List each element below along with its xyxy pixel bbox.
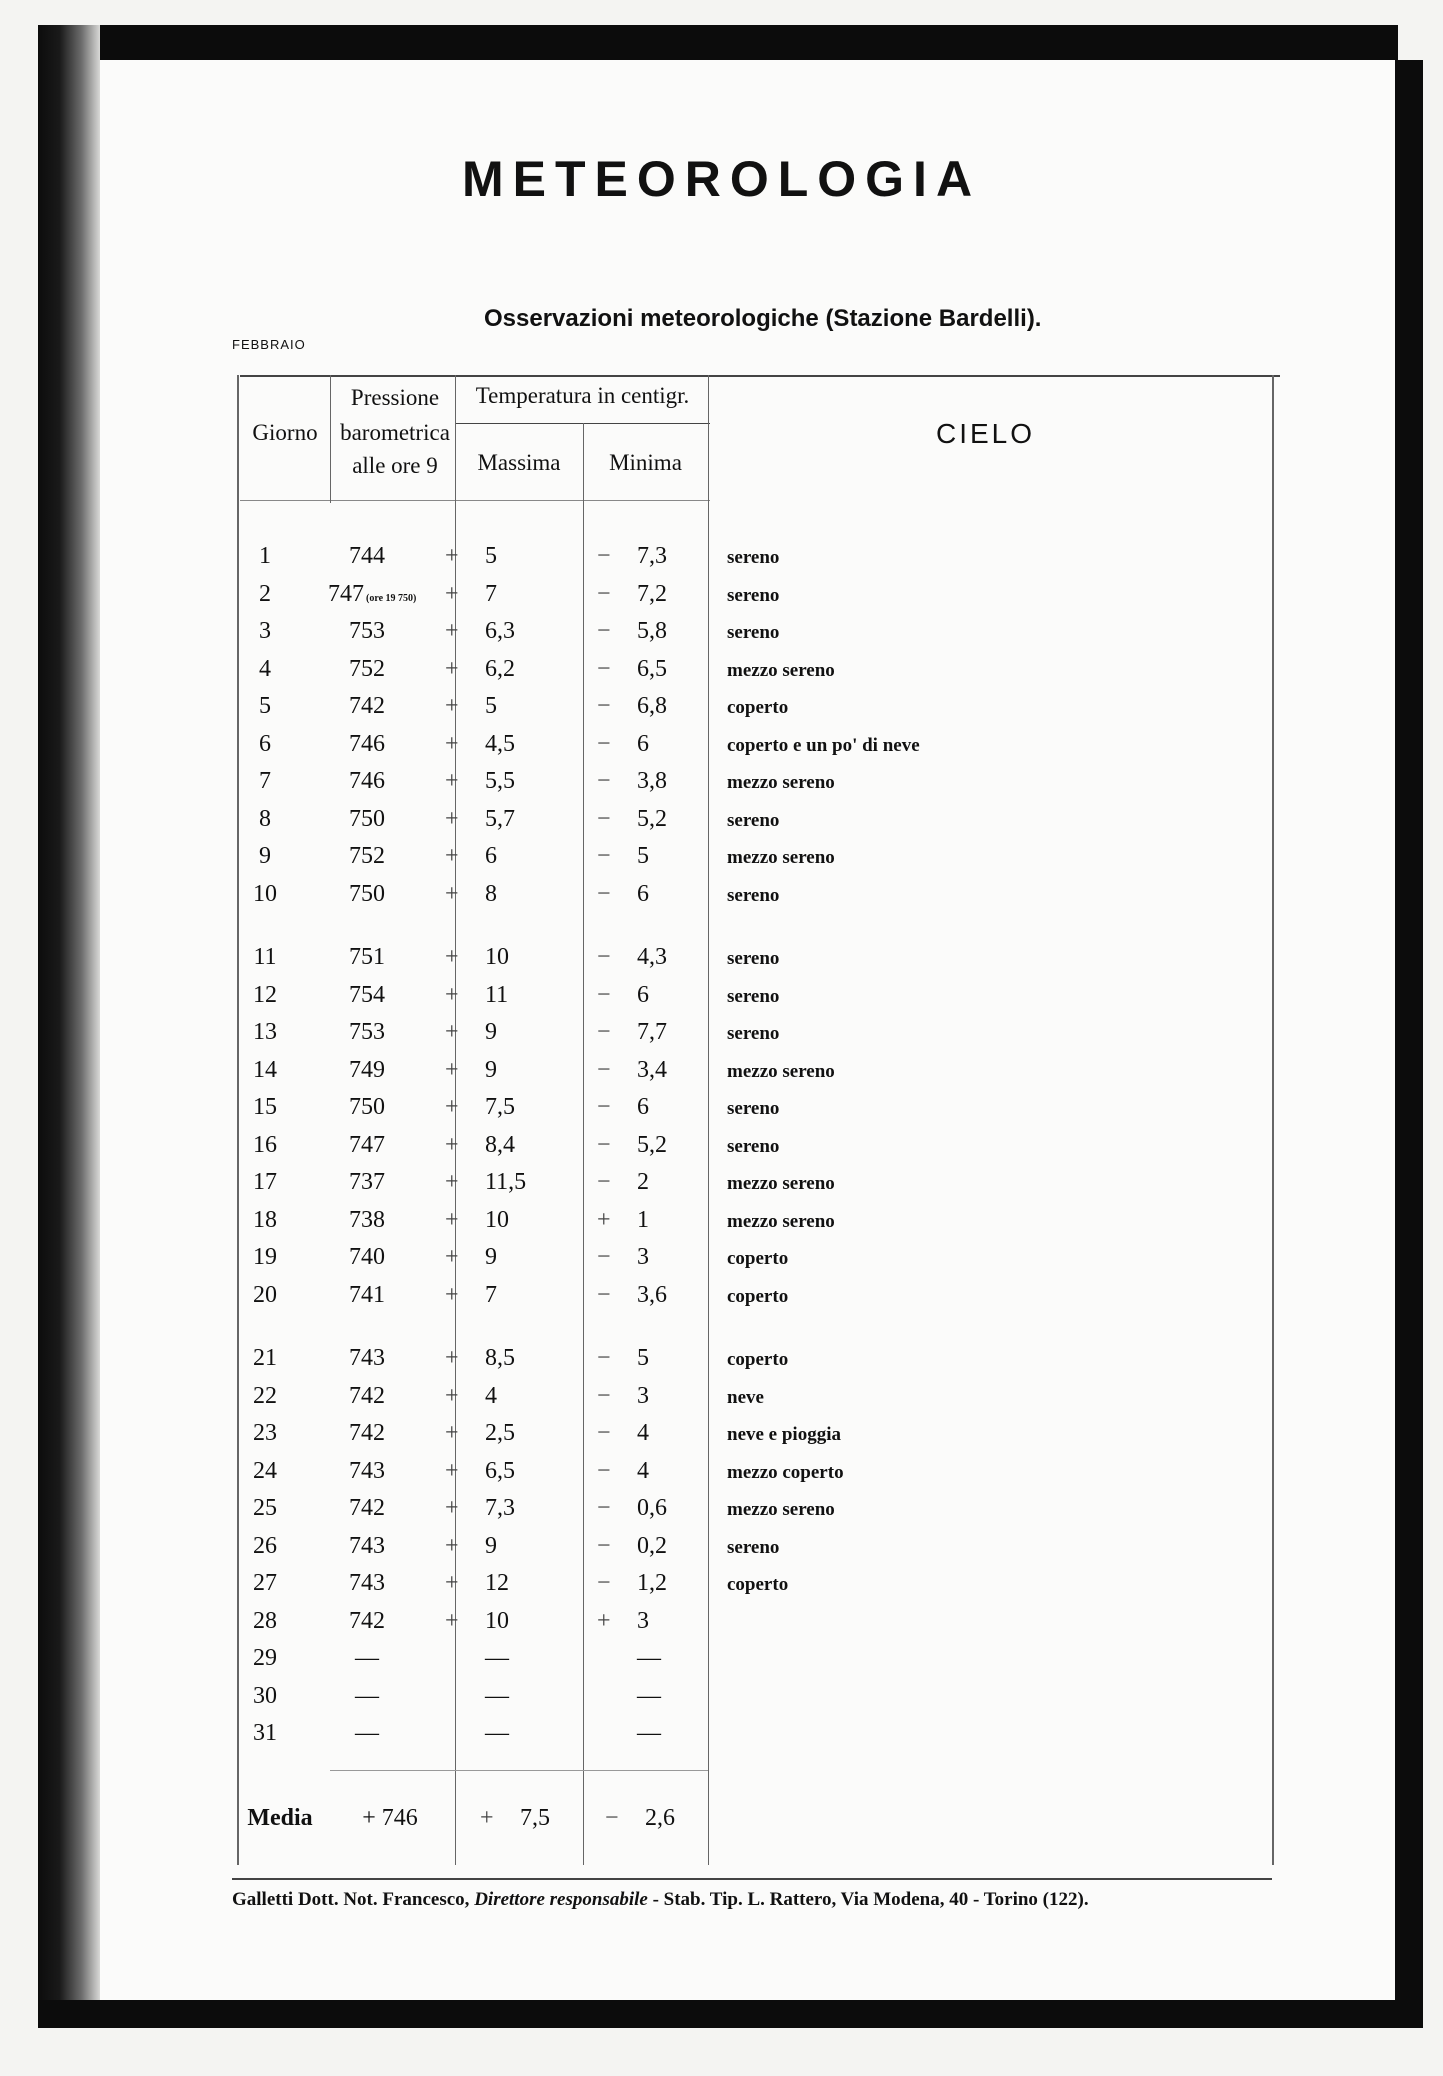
- sky-cell: sereno: [727, 1135, 780, 1157]
- min-sign: −: [597, 1169, 611, 1195]
- pressure-cell: 747 (ore 19 750): [328, 580, 417, 607]
- min-cell: —: [637, 1682, 661, 1709]
- table-row: [240, 731, 1040, 768]
- sky-cell: coperto e un po' di neve: [727, 734, 920, 756]
- table-row: [240, 1608, 1040, 1645]
- max-cell: + 5,7: [445, 805, 515, 832]
- table-row: [240, 1207, 1040, 1244]
- min-cell: − 7,2: [597, 580, 667, 607]
- table-row: [240, 768, 1040, 805]
- pressure-cell: 750: [349, 1094, 385, 1120]
- page-title: METEOROLOGIA: [461, 151, 982, 207]
- sky-cell: mezzo sereno: [727, 772, 835, 793]
- min-sign: −: [597, 655, 611, 682]
- day-cell: 15: [253, 1094, 277, 1120]
- max-sign: +: [445, 1457, 459, 1484]
- table-row: [240, 1458, 1040, 1495]
- pressure-cell: 738: [349, 1206, 385, 1233]
- sky-cell: sereno: [727, 1023, 780, 1044]
- day-cell: 30: [253, 1682, 277, 1709]
- pressure-cell: 754: [349, 981, 385, 1008]
- table-row: [240, 1132, 1040, 1169]
- header-temperature: Temperatura in centigr.: [475, 383, 690, 408]
- table-row: [240, 656, 1040, 693]
- header-sky: CIELO: [936, 418, 1036, 449]
- day-cell: 13: [253, 1019, 277, 1045]
- min-sign: +: [597, 1607, 611, 1634]
- min-sign: −: [597, 1131, 611, 1158]
- max-cell: + 5,5: [445, 768, 515, 794]
- day-col-rule: [330, 375, 331, 503]
- min-sign: −: [597, 843, 611, 869]
- min-sign: −: [597, 1382, 611, 1409]
- sky-cell: sereno: [727, 985, 780, 1007]
- max-sign: +: [445, 543, 459, 569]
- scan-border-right: [1395, 60, 1423, 2025]
- min-cell: + 1: [597, 1206, 649, 1233]
- max-sign: +: [445, 730, 459, 757]
- max-sign: +: [445, 1094, 459, 1120]
- day-cell: 19: [253, 1244, 277, 1270]
- min-cell: − 6,5: [597, 655, 667, 682]
- min-sign: −: [597, 1457, 611, 1484]
- min-sign: −: [597, 730, 611, 757]
- max-sign: +: [445, 1019, 459, 1045]
- max-sign: +: [445, 1420, 459, 1446]
- pressure-cell: 737: [349, 1169, 385, 1195]
- day-cell: 11: [253, 944, 277, 970]
- table-right-rule: [1272, 375, 1274, 1865]
- max-sign: +: [445, 618, 459, 644]
- min-cell: − 6,8: [597, 693, 667, 719]
- sky-cell: mezzo sereno: [727, 659, 835, 681]
- sky-cell: coperto: [727, 1248, 789, 1269]
- pressure-cell: —: [355, 1645, 379, 1671]
- min-cell: − 4,3: [597, 944, 667, 970]
- sky-cell: sereno: [727, 809, 780, 831]
- min-cell: − 0,2: [597, 1532, 667, 1559]
- pressure-cell: —: [355, 1720, 379, 1746]
- min-cell: —: [637, 1720, 661, 1746]
- max-sign: +: [445, 1382, 459, 1409]
- max-cell: —: [485, 1720, 509, 1746]
- table-row: [240, 1094, 1040, 1131]
- min-cell: − 6: [597, 880, 649, 907]
- table-row: [240, 881, 1040, 918]
- max-cell: + 2,5: [445, 1420, 515, 1446]
- day-cell: 25: [253, 1495, 277, 1521]
- day-cell: 9: [259, 843, 271, 869]
- max-cell: + 5: [445, 543, 497, 569]
- footer-editor: Galletti Dott. Not. Francesco,: [232, 1889, 470, 1910]
- max-cell: + 10: [445, 1206, 509, 1233]
- max-cell: + 10: [445, 944, 509, 970]
- max-cell: + 4,5: [445, 730, 515, 757]
- pressure-cell: 742: [349, 1382, 385, 1409]
- min-sign: −: [597, 1056, 611, 1083]
- min-cell: —: [637, 1645, 661, 1671]
- day-cell: 4: [259, 655, 271, 682]
- day-cell: 14: [253, 1056, 277, 1083]
- day-cell: 29: [253, 1645, 277, 1671]
- table-row: [240, 1645, 1040, 1682]
- sky-cell: mezzo sereno: [727, 1210, 835, 1232]
- min-sign: −: [597, 1244, 611, 1270]
- max-sign: +: [445, 1570, 459, 1596]
- min-sign: −: [597, 768, 611, 794]
- max-cell: + 6,3: [445, 618, 515, 644]
- pressure-cell: 753: [349, 618, 385, 644]
- media-rule: [330, 1770, 708, 1771]
- pressure-cell: 751: [349, 944, 385, 970]
- min-cell: − 5: [597, 843, 649, 869]
- day-cell: 28: [253, 1607, 277, 1634]
- pressure-cell: 746: [349, 768, 385, 794]
- pressure-cell: 750: [349, 805, 385, 832]
- sky-cell: coperto: [727, 1574, 789, 1595]
- pressure-cell: 749: [349, 1056, 385, 1083]
- max-sign: +: [445, 1532, 459, 1559]
- min-sign: −: [597, 543, 611, 569]
- max-sign: +: [445, 1495, 459, 1521]
- max-sign: +: [445, 693, 459, 719]
- pressure-cell: 742: [349, 1420, 385, 1446]
- max-sign: +: [445, 1345, 459, 1371]
- header-pressure-3: alle ore 9: [352, 453, 438, 478]
- min-cell: − 4: [597, 1457, 649, 1484]
- table-left-rule: [237, 375, 239, 1865]
- pressure-cell: 740: [349, 1244, 385, 1270]
- min-cell: − 3,6: [597, 1281, 667, 1308]
- pressure-cell: 752: [349, 843, 385, 869]
- pressure-cell: 741: [349, 1281, 385, 1308]
- table-row: [240, 1495, 1040, 1532]
- sky-cell: coperto: [727, 1285, 789, 1307]
- day-cell: 5: [259, 693, 271, 719]
- min-sign: −: [597, 1532, 611, 1559]
- pressure-cell: —: [355, 1682, 379, 1709]
- max-cell: + 6: [445, 843, 497, 869]
- max-cell: + 4: [445, 1382, 497, 1409]
- sky-cell: mezzo coperto: [727, 1461, 844, 1483]
- max-cell: + 5: [445, 693, 497, 719]
- day-cell: 17: [253, 1169, 277, 1195]
- min-cell: − 5: [597, 1345, 649, 1371]
- media-min-sign: −: [605, 1805, 619, 1831]
- scan-border-bottom: [38, 2000, 1423, 2028]
- max-cell: + 9: [445, 1244, 497, 1270]
- max-sign: +: [445, 768, 459, 794]
- day-cell: 2: [259, 580, 271, 607]
- sky-cell: mezzo sereno: [727, 1173, 835, 1194]
- sky-cell: sereno: [727, 948, 780, 969]
- day-cell: 12: [253, 981, 277, 1008]
- sky-cell: coperto: [727, 697, 789, 718]
- min-sign: −: [597, 1345, 611, 1371]
- table-row: [240, 1720, 1040, 1757]
- max-cell: + 11,5: [445, 1169, 527, 1195]
- max-sign: +: [445, 1281, 459, 1308]
- max-cell: + 8,5: [445, 1345, 515, 1371]
- max-sign: +: [445, 1056, 459, 1083]
- footer-rule: [232, 1878, 1272, 1880]
- media-max-sign: +: [480, 1805, 494, 1831]
- table-row: [240, 1057, 1040, 1094]
- day-cell: 7: [259, 768, 271, 794]
- min-sign: −: [597, 1019, 611, 1045]
- header-pressure-2: barometrica: [340, 420, 450, 445]
- day-cell: 3: [259, 618, 271, 644]
- min-sign: −: [597, 805, 611, 832]
- max-cell: + 6,2: [445, 655, 515, 682]
- max-sign: +: [445, 1131, 459, 1158]
- max-sign: +: [445, 805, 459, 832]
- max-sign: +: [445, 880, 459, 907]
- table-row: [240, 581, 1040, 618]
- min-cell: − 6: [597, 1094, 649, 1120]
- min-cell: − 7,3: [597, 543, 667, 569]
- max-cell: —: [485, 1682, 509, 1709]
- day-cell: 1: [259, 543, 271, 569]
- max-sign: +: [445, 1607, 459, 1634]
- table-row: [240, 1570, 1040, 1607]
- footer-printer: - Stab. Tip. L. Rattero, Via Modena, 40 - Torino (122).: [652, 1889, 1089, 1910]
- sky-cell: sereno: [727, 1098, 780, 1119]
- min-cell: − 1,2: [597, 1570, 667, 1596]
- min-cell: − 3,4: [597, 1056, 667, 1083]
- media-row: [240, 1805, 1040, 1842]
- max-sign: +: [445, 1206, 459, 1233]
- max-cell: + 9: [445, 1056, 497, 1083]
- pressure-cell: 746: [349, 730, 385, 757]
- table-row: [240, 1533, 1040, 1570]
- pressure-cell: 747: [349, 1131, 385, 1158]
- day-cell: 10: [253, 880, 277, 907]
- table-row: [240, 543, 1040, 580]
- day-cell: 16: [253, 1131, 277, 1158]
- min-cell: − 3,8: [597, 768, 667, 794]
- max-cell: + 8,4: [445, 1131, 515, 1158]
- table-row: [240, 843, 1040, 880]
- media-max: 7,5: [520, 1805, 550, 1831]
- header-pressure-1: Pressione: [350, 385, 440, 410]
- footer-credits: [232, 1889, 1089, 1911]
- min-cell: − 6: [597, 730, 649, 757]
- table-row: [240, 618, 1040, 655]
- day-cell: 6: [259, 730, 271, 757]
- day-cell: 8: [259, 805, 271, 832]
- min-sign: +: [597, 1206, 611, 1233]
- max-cell: —: [485, 1645, 509, 1671]
- min-sign: −: [597, 693, 611, 719]
- sky-cell: mezzo sereno: [727, 1499, 835, 1520]
- pressure-cell: 743: [349, 1532, 385, 1559]
- table-row: [240, 1169, 1040, 1206]
- footer-role: Direttore responsabile: [474, 1889, 648, 1910]
- min-cell: − 4: [597, 1420, 649, 1446]
- min-cell: − 0,6: [597, 1495, 667, 1521]
- min-sign: −: [597, 1094, 611, 1120]
- min-sign: −: [597, 1570, 611, 1596]
- pressure-cell: 743: [349, 1570, 385, 1596]
- min-cell: − 3: [597, 1382, 649, 1409]
- table-row: [240, 1383, 1040, 1420]
- media-pressure: + 746: [362, 1805, 418, 1831]
- table-row: [240, 1282, 1040, 1319]
- min-sign: −: [597, 1495, 611, 1521]
- max-cell: + 7,5: [445, 1094, 515, 1120]
- max-cell: + 9: [445, 1532, 497, 1559]
- max-cell: + 8: [445, 880, 497, 907]
- pressure-cell: 743: [349, 1457, 385, 1484]
- header-bottom-rule: [240, 500, 710, 501]
- min-cell: − 7,7: [597, 1019, 667, 1045]
- table-row: [240, 806, 1040, 843]
- media-min: 2,6: [645, 1805, 675, 1831]
- table-row: [240, 1683, 1040, 1720]
- table-top-rule: [240, 375, 1280, 377]
- min-sign: −: [597, 618, 611, 644]
- pressure-cell: 753: [349, 1019, 385, 1045]
- sky-cell: sereno: [727, 1536, 780, 1558]
- sky-cell: mezzo sereno: [727, 847, 835, 868]
- pressure-cell: 742: [349, 693, 385, 719]
- sky-cell: sereno: [727, 547, 780, 568]
- sky-cell: mezzo sereno: [727, 1060, 835, 1082]
- max-cell: + 12: [445, 1570, 509, 1596]
- table-row: [240, 693, 1040, 730]
- min-sign: −: [597, 880, 611, 907]
- day-cell: 21: [253, 1345, 277, 1371]
- day-cell: 26: [253, 1532, 277, 1559]
- pressure-cell: 742: [349, 1495, 385, 1521]
- min-sign: −: [597, 944, 611, 970]
- day-cell: 31: [253, 1720, 277, 1746]
- header-max: Massima: [477, 450, 561, 475]
- header-min: Minima: [609, 450, 682, 475]
- min-cell: − 5,2: [597, 1131, 667, 1158]
- table-row: [240, 1345, 1040, 1382]
- max-cell: + 6,5: [445, 1457, 515, 1484]
- table-row: [240, 1244, 1040, 1281]
- max-sign: +: [445, 580, 459, 607]
- max-cell: + 7: [445, 1281, 497, 1308]
- sky-cell: sereno: [727, 584, 780, 606]
- min-cell: − 5,8: [597, 618, 667, 644]
- header-day: Giorno: [252, 420, 318, 445]
- max-sign: +: [445, 655, 459, 682]
- pressure-cell: 744: [349, 543, 385, 569]
- table-row: [240, 1019, 1040, 1056]
- table-row: [240, 982, 1040, 1019]
- min-cell: + 3: [597, 1607, 649, 1634]
- max-cell: + 10: [445, 1607, 509, 1634]
- max-sign: +: [445, 944, 459, 970]
- max-cell: + 11: [445, 981, 509, 1008]
- max-sign: +: [445, 1169, 459, 1195]
- sky-cell: neve: [727, 1386, 764, 1408]
- min-cell: − 2: [597, 1169, 649, 1195]
- min-cell: − 5,2: [597, 805, 667, 832]
- scan-border-left: [38, 25, 100, 2025]
- page-subtitle: Osservazioni meteorologiche (Stazione Bardelli).: [484, 305, 1042, 332]
- pressure-cell: 742: [349, 1607, 385, 1634]
- pressure-cell: 752: [349, 655, 385, 682]
- day-cell: 23: [253, 1420, 277, 1446]
- min-sign: −: [597, 981, 611, 1008]
- month-label: FEBBRAIO: [232, 337, 306, 352]
- max-sign: +: [445, 981, 459, 1008]
- scan-border-top: [38, 25, 1398, 61]
- sky-cell: neve e pioggia: [727, 1424, 841, 1445]
- table-row: [240, 944, 1040, 981]
- min-sign: −: [597, 1420, 611, 1446]
- sky-cell: sereno: [727, 884, 780, 906]
- sky-cell: sereno: [727, 622, 780, 643]
- day-cell: 22: [253, 1382, 277, 1409]
- pressure-cell: 743: [349, 1345, 385, 1371]
- max-sign: +: [445, 1244, 459, 1270]
- pressure-note: (ore 19 750): [366, 592, 417, 604]
- day-cell: 24: [253, 1457, 277, 1484]
- media-label: Media: [247, 1805, 313, 1831]
- day-cell: 18: [253, 1206, 277, 1233]
- min-cell: − 6: [597, 981, 649, 1008]
- min-sign: −: [597, 580, 611, 607]
- max-cell: + 9: [445, 1019, 497, 1045]
- day-cell: 27: [253, 1570, 277, 1596]
- sky-cell: coperto: [727, 1349, 789, 1370]
- max-cell: + 7: [445, 580, 497, 607]
- min-cell: − 3: [597, 1244, 649, 1270]
- max-sign: +: [445, 843, 459, 869]
- max-cell: + 7,3: [445, 1495, 515, 1521]
- pressure-cell: 750: [349, 880, 385, 907]
- table-row: [240, 1420, 1040, 1457]
- day-cell: 20: [253, 1281, 277, 1308]
- min-sign: −: [597, 1281, 611, 1308]
